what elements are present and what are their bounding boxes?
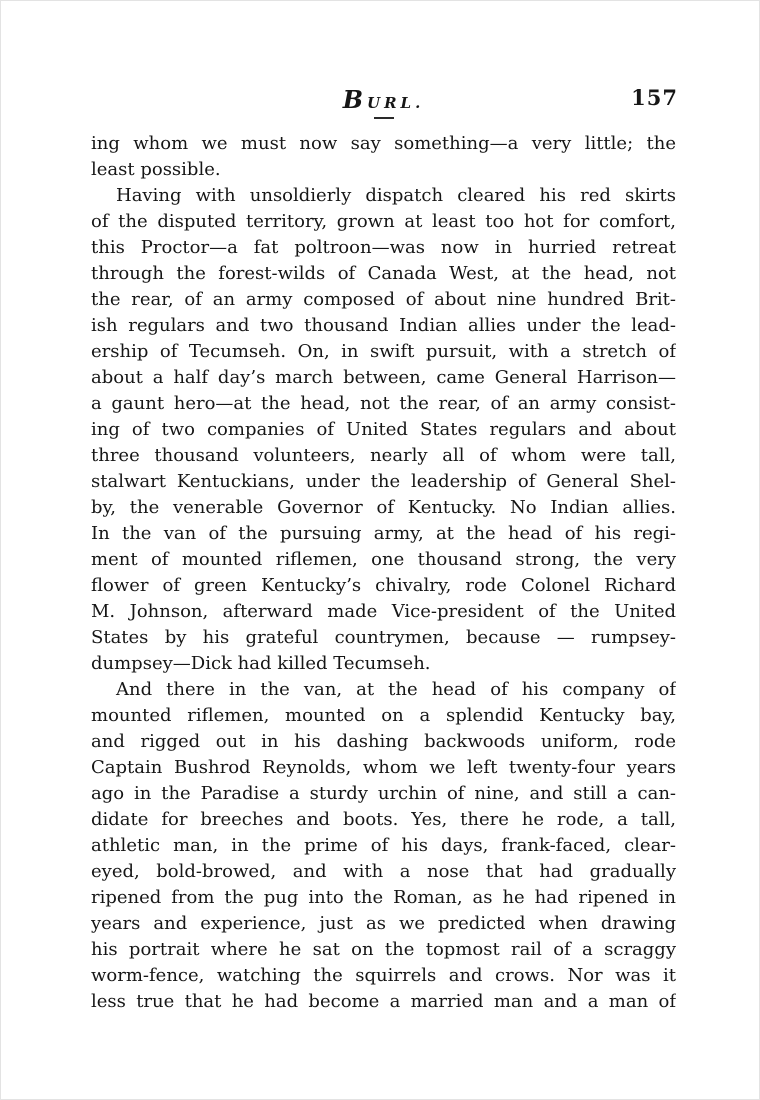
page-number: 157 [631,85,678,110]
header-rule [374,117,394,119]
text-line: athletic man, in the prime of his days, frank-faced, clear- [91,835,676,856]
text-line: ment of mounted riflemen, one thousand strong, the very [91,549,676,570]
text-line: States by his grateful countrymen, because — rumpsey- [91,627,676,648]
text-line: flower of green Kentucky’s chivalry, rode Colonel Richard [91,575,676,596]
text-line: about a half day’s march between, came General Harrison— [91,367,676,388]
text-line: didate for breeches and boots. Yes, there he rode, a tall, [91,809,676,830]
text-line: of the disputed territory, grown at least too hot for comfort, [91,211,676,232]
text-line: his portrait where he sat on the topmost rail of a scraggy [91,939,676,960]
text-line: M. Johnson, afterward made Vice-president of the United [91,601,676,622]
text-line: least possible. [91,159,221,180]
chapter-title-initial: B [342,85,367,114]
text-line: Having with unsoldierly dispatch cleared his red skirts [116,185,676,206]
chapter-title [343,85,425,114]
text-line: a gaunt hero—at the head, not the rear, of an army consist- [91,393,676,414]
text-line: In the van of the pursuing army, at the head of his regi- [91,523,676,544]
text-line: And there in the van, at the head of his company of [116,679,676,700]
text-line: dumpsey—Dick had killed Tecumseh. [91,653,431,674]
text-line: three thousand volunteers, nearly all of whom were tall, [91,445,676,466]
text-line: Captain Bushrod Reynolds, whom we left twenty-four years [91,757,676,778]
running-head [91,85,676,115]
text-line: ing of two companies of United States regulars and about [91,419,676,440]
text-line: ripened from the pug into the Roman, as he had ripened in [91,887,676,908]
text-line: mounted riflemen, mounted on a splendid Kentucky bay, [91,705,676,726]
text-line: the rear, of an army composed of about nine hundred Brit- [91,289,676,310]
body-text [91,131,676,1015]
text-line: and rigged out in his dashing backwoods uniform, rode [91,731,676,752]
text-line: ing whom we must now say something—a very little; the [91,133,676,154]
text-line: this Proctor—a fat poltroon—was now in hurried retreat [91,237,676,258]
text-line: ago in the Paradise a sturdy urchin of nine, and still a can- [91,783,676,804]
text-line: ish regulars and two thousand Indian allies under the lead- [91,315,676,336]
text-line: ership of Tecumseh. On, in swift pursuit, with a stretch of [91,341,676,362]
text-line: less true that he had become a married man and a man of [91,991,676,1012]
text-line: through the forest-wilds of Canada West, at the head, not [91,263,676,284]
text-line: by, the venerable Governor of Kentucky. No Indian allies. [91,497,676,518]
text-line: stalwart Kentuckians, under the leadership of General Shel- [91,471,676,492]
text-block [91,85,676,1015]
text-line: eyed, bold-browed, and with a nose that had gradually [91,861,676,882]
chapter-title-rest: URL. [366,94,425,112]
text-line: worm-fence, watching the squirrels and crows. Nor was it [91,965,676,986]
text-line: years and experience, just as we predicted when drawing [91,913,676,934]
